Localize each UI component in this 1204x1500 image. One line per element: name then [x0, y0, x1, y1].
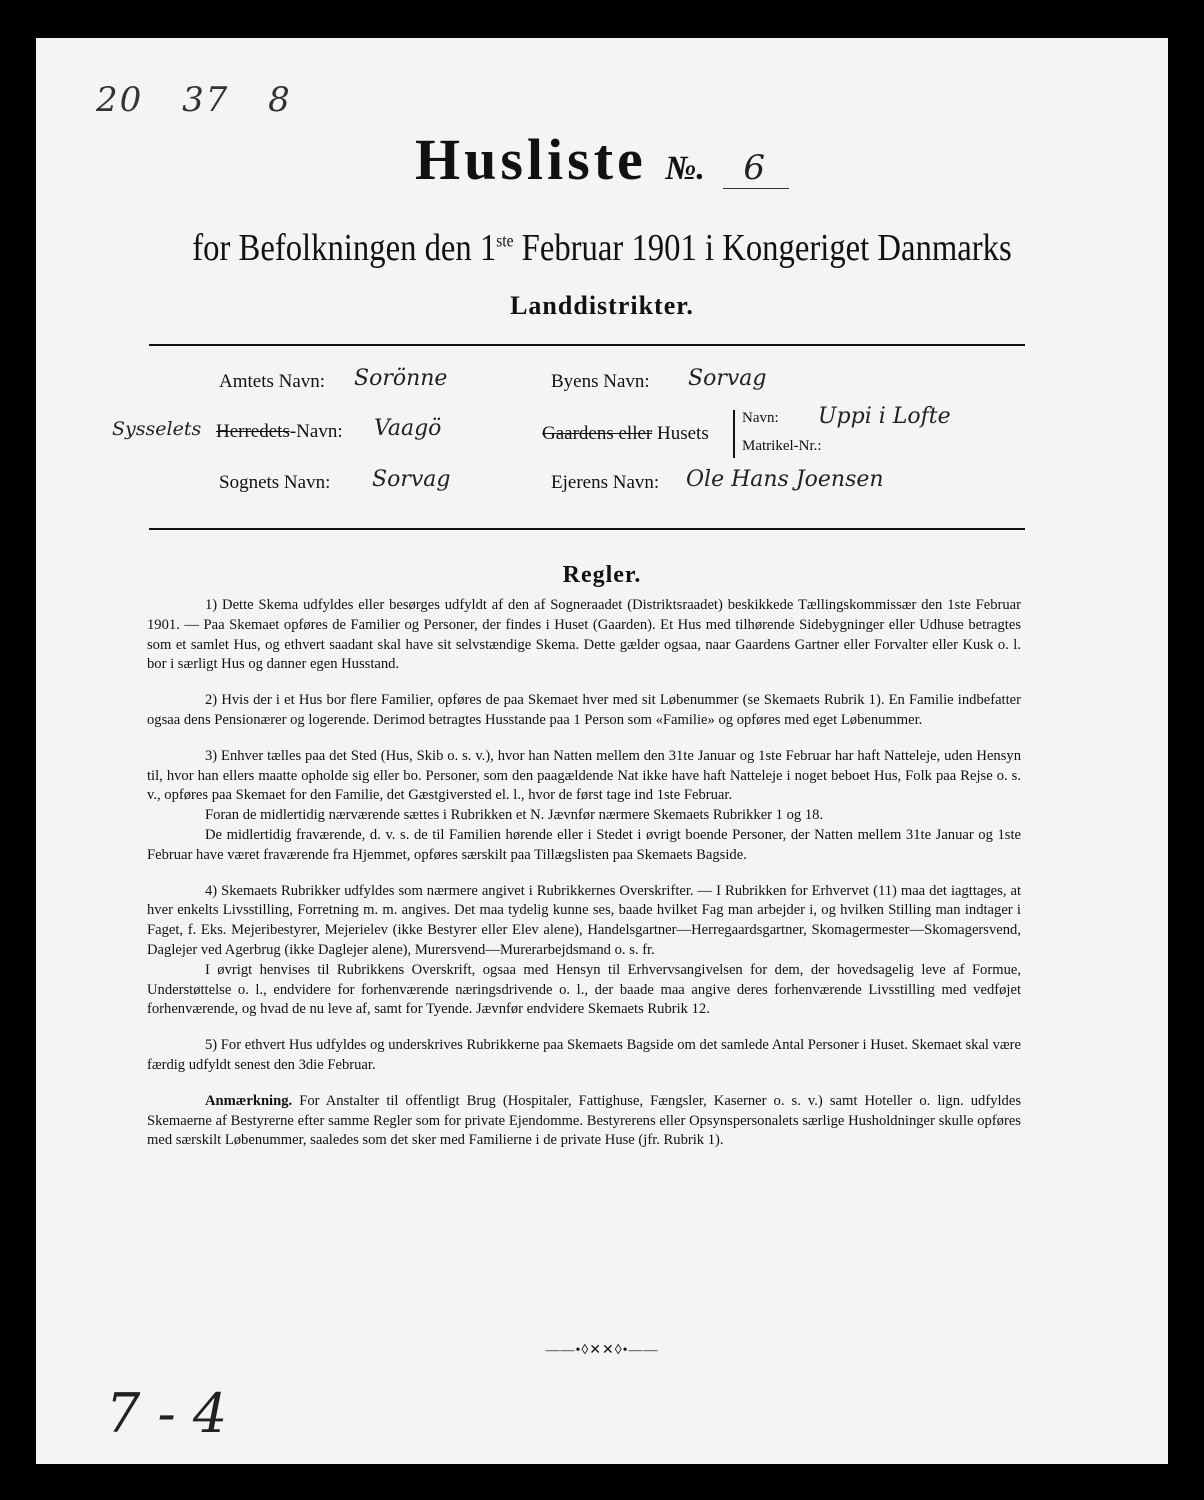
divider-bottom — [149, 528, 1025, 530]
district-heading: Landdistrikter. — [510, 291, 694, 320]
amt-value: Sorönne — [354, 366, 448, 391]
amt-label: Amtets Navn: — [219, 371, 326, 392]
form-title — [36, 126, 1168, 193]
by-value: Sorvag — [688, 366, 767, 391]
sysselets-handwritten: Sysselets — [112, 418, 202, 440]
herred-navn: -Navn: — [289, 421, 343, 442]
number-sign: №. — [665, 150, 705, 187]
corner-mark-3: 8 — [268, 80, 292, 120]
herred-struck: Herredets — [216, 421, 290, 442]
ornament-divider: ——•◊✕✕◊•—— — [545, 1343, 659, 1358]
bracket — [733, 410, 735, 458]
by-label: Byens Navn: — [551, 371, 650, 392]
ejer-value: Ole Hans Joensen — [686, 467, 884, 492]
census-form-page — [36, 38, 1168, 1464]
rule-3-absent: De midlertidig fraværende, d. v. s. de til Familien hørende eller i Stedet i øvrigt boende Personer, der Natten mellem 31te Januar og 1ste Februar have været fraværende fra Hjemmet, opføres særskilt paa Tillægslisten paa Skemaets Bagside. — [147, 826, 1021, 863]
title-text: Husliste — [414, 127, 647, 192]
form-subtitle — [115, 226, 1089, 270]
rule-3: 3) Enhver tælles paa det Sted (Hus, Skib o. s. v.), hvor han Natten mellem den 31te Januar og 1ste Februar har haft Natteleje, uden Hensyn til, hvor han ellers maatte opholde sig eller bo. Personer, som den paagældende Nat ikke have haft Natteleje i noget beboet Hus, Folk paa Rejse o. s. v., opføres paa Skemaet for den Familie, det Gæstgiversted el. l., hvor de først tage ind 1ste Februar. — [147, 747, 1021, 804]
sogn-label: Sognets Navn: — [219, 472, 331, 493]
house-list-number: 6 — [723, 148, 789, 189]
rules-body — [147, 596, 1021, 1167]
corner-mark-1: 20 — [96, 80, 144, 120]
rule-1: 1) Dette Skema udfyldes eller besørges udfyldt af den af Sogneraadet (Distriktsraadet) beskikkede Tællingskommissær den 1ste Februar 1901. — Paa Skemaet opføres de Familier og Personer, der findes i Huset (Gaarden). Et Hus med tilhørende Sidebygninger eller Udhuse betragtes som et samlet Hus, og ethvert saadant skal have sit selvstændige Skema. Dette gælder ogsaa, naar Gaardens Gartner eller Forvalter eller Kusk o. l. bor i særligt Hus og danner egen Husstand. — [147, 597, 1021, 673]
herred-label — [216, 421, 343, 443]
annotation-note — [147, 1092, 1021, 1151]
subtitle-sup: ste — [496, 230, 514, 251]
corner-mark-2: 37 — [182, 80, 230, 120]
corner-marks — [96, 80, 318, 120]
herred-value: Vaagö — [374, 416, 442, 441]
gaard-struck: Gaardens eller — [542, 423, 653, 444]
sogn-value: Sorvag — [372, 467, 451, 492]
note-label: Anmærkning. — [205, 1092, 293, 1109]
rule-3-n: Foran de midlertidig nærværende sættes i Rubrikken et N. Jævnfør nærmere Skemaets Rubrikker 1 og 18. — [205, 807, 824, 824]
rule-4-cont: I øvrigt henvises til Rubrikkens Overskrift, ogsaa med Hensyn til Erhvervsangivelsen for dem, der hovedsagelig leve af Formue, Understøttelse o. l., endvidere for forhenværende næringsdrivende o. l., der baade maa angive deres forhenværende Livsstilling med vedføjet forhenværende, og hvad de nu leve af, samt for Tyende. Jævnfør endvidere Skemaets Rubrik 12. — [147, 961, 1021, 1018]
rule-5: 5) For ethvert Hus udfyldes og underskrives Rubrikkerne paa Skemaets Bagside om det samlede Antal Personer i Huset. Skemaet skal være færdig udfyldt senest den 3die Februar. — [147, 1037, 1021, 1073]
navn-label: Navn: — [742, 410, 779, 426]
divider-top — [149, 344, 1025, 346]
ejer-label: Ejerens Navn: — [551, 472, 660, 493]
husets-label: Husets — [657, 423, 709, 444]
matrikel-label: Matrikel-Nr.: — [742, 438, 822, 454]
note-text: For Anstalter til offentligt Brug (Hospitaler, Fattighuse, Fængsler, Kaserner o. s. v.) samt Hoteller o. lign. udfyldes Skemaerne af Bestyrerne efter samme Regler som for private Ejendomme. Bestyrerens eller Opsynspersonalets særlige Husholdninger skulle opføres med særskilt Løbenummer, saaledes som det sker med Familierne i de private Huse (jfr. Rubrik 1). — [147, 1092, 1021, 1149]
bottom-handwritten-note: 7 - 4 — [106, 1382, 228, 1445]
subtitle-part-1: for Befolkningen den 1 — [192, 227, 497, 269]
gaard-husets-label — [542, 423, 709, 445]
rules-heading: Regler. — [562, 562, 642, 588]
rule-4: 4) Skemaets Rubrikker udfyldes som nærmere angivet i Rubrikkernes Overskrifter. — I Rubrikken for Erhvervet (11) maa det iagttages, at hver enkelts Livsstilling, Forretning m. m. angives. Det maa tydelig kunne ses, baade hvilket Fag man arbejder i, og hvilken Stilling man indtager i Faget, f. Eks. Mejeribestyrer, Mejerielev (ikke Bestyrer eller Elev alene), Handelsgartner—Herregaardsgartner, Skomagermester—Skomagersvend, Daglejer ved Agerbrug (ikke Daglejer alene), Murersvend—Murerarbejdsmand o. s. fr. — [147, 882, 1021, 958]
navn-value: Uppi i Lofte — [818, 404, 951, 429]
subtitle-part-2: Februar 1901 i Kongeriget Danmarks — [513, 227, 1012, 269]
rule-2: 2) Hvis der i et Hus bor flere Familier, opføres de paa Skemaet hver med sit Løbenummer (se Skemaets Rubrik 1). En Familie indbefatter ogsaa dens Pensionærer og logerende. Derimod betragtes Husstande paa 1 Person som «Familie» og opføres med eget Løbenummer. — [147, 692, 1021, 728]
